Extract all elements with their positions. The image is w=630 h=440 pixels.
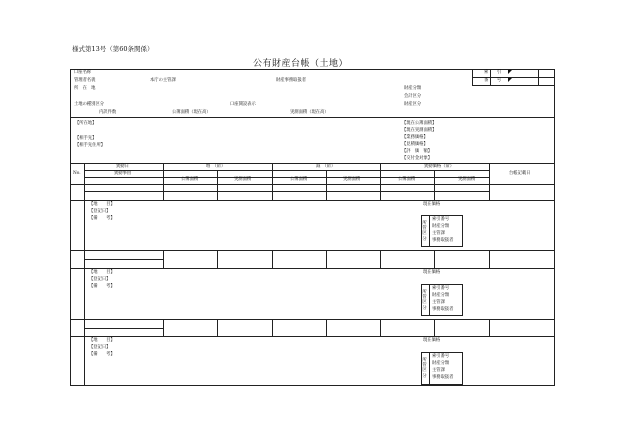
accounting-class-label: 会計区分 [404, 94, 422, 99]
column-line [434, 319, 435, 336]
index-label: 索 引 [484, 70, 502, 75]
column-line [489, 163, 490, 200]
corner-mark [508, 70, 512, 74]
finance-class-label: 財産分類 [432, 224, 450, 229]
column-line [272, 163, 273, 200]
actual-area-header: 実測面積 [343, 177, 361, 182]
finance-class-label: 財産分類 [404, 86, 422, 91]
official-area-header: 公簿面積 [290, 177, 308, 182]
column-line [380, 163, 381, 200]
row-line [70, 200, 555, 201]
column-line [380, 250, 381, 268]
acquirer-label: 【相手先】 [75, 136, 97, 141]
dept-vertical-label: 所管区分 [422, 358, 427, 379]
index-divider [472, 85, 555, 86]
main-dept-label: 本庁の主管課 [150, 78, 176, 83]
column-line [434, 170, 435, 200]
finance-admin-label: 財産事務取扱者 [276, 78, 307, 83]
column-line [326, 170, 327, 200]
remarks-label: 【備 考】 [89, 216, 115, 221]
row-line [84, 170, 489, 171]
land-class-label: 土地の種別区分 [74, 102, 105, 107]
current-use-label: 現在価格 [423, 202, 441, 207]
column-line [489, 319, 490, 336]
section-divider [70, 117, 555, 118]
form-number: 様式第13号（第60条関係） [72, 45, 154, 53]
remarks-label: 【備 考】 [89, 352, 115, 357]
property-name-label: 口座名称 [74, 70, 92, 75]
column-line [380, 319, 381, 336]
acquirer-address-label: 【相手先住所】 [75, 143, 106, 148]
change-reason-header: 異動事由 [114, 171, 132, 176]
official-area-header: 公簿面積 [181, 177, 199, 182]
actual-area-header: 実測面積 [234, 177, 252, 182]
column-line [217, 250, 218, 268]
remarks-label: 【備 考】 [89, 284, 115, 289]
right-item: 【交付金対象】 [402, 156, 433, 161]
column-line [163, 250, 164, 268]
index-number-label: 索引番号 [432, 217, 450, 222]
ground-label: 【地 目】 [89, 270, 115, 275]
increase-header: 増 （㎡） [206, 164, 226, 169]
dept-vertical-label: 所管区分 [422, 290, 427, 311]
location-note: 【所在地】 [75, 121, 97, 126]
ledger-date-header: 台帳記載日 [509, 171, 531, 176]
decrease-header: 減 （㎡） [316, 164, 336, 169]
row-line [70, 336, 555, 337]
record-divider [70, 319, 555, 320]
official-area-header: 公簿面積 [398, 177, 416, 182]
index-number-label: 索引番号 [432, 354, 450, 359]
right-item: 【評 価 額】 [402, 149, 433, 154]
finance-class-label: 財産分類 [432, 293, 450, 298]
row-line [84, 259, 163, 260]
column-line [272, 250, 273, 268]
change-date-header: 異動日 [116, 164, 129, 169]
dept-box-divider [429, 284, 430, 316]
row-line [84, 191, 489, 192]
ground-label: 【地 目】 [89, 202, 115, 207]
ground-label: 【地 目】 [89, 338, 115, 343]
dept-box-divider [429, 352, 430, 385]
column-line [434, 250, 435, 268]
dept-vertical-label: 所管区分 [422, 221, 427, 242]
corner-mark [508, 78, 512, 82]
no-column-line [84, 163, 85, 386]
row-line [84, 328, 163, 329]
change-value-header: 異動価格（㎡） [424, 164, 455, 169]
section-divider [70, 163, 555, 164]
main-dept-label: 主管課 [432, 300, 445, 305]
right-item: 【見積価格】 [402, 142, 428, 147]
column-line [217, 319, 218, 336]
main-dept-label: 主管課 [432, 231, 445, 236]
column-line [326, 250, 327, 268]
right-item: 【現在実測面積】 [402, 128, 437, 133]
official-area-label: 公簿面積（現在高） [172, 110, 211, 115]
dept-box-divider [429, 215, 430, 247]
right-item: 【業務価格】 [402, 135, 428, 140]
column-line [326, 319, 327, 336]
current-use-label: 現在価格 [423, 338, 441, 343]
main-dept-label: 主管課 [432, 368, 445, 373]
account-title-label: 口座開設表示 [230, 102, 256, 107]
column-line [163, 319, 164, 336]
location-label: 所 在 地 [74, 86, 96, 91]
record-divider [70, 250, 555, 251]
row-line [70, 184, 555, 185]
admin-label: 事務取扱者 [432, 238, 454, 243]
row-line [84, 177, 489, 178]
current-use-label: 現在価格 [423, 270, 441, 275]
registration-label: 【登記日】 [89, 277, 111, 282]
right-item: 【現在公簿面積】 [402, 121, 437, 126]
admin-label: 事務取扱者 [432, 375, 454, 380]
page-title: 公有財産台帳（土地） [253, 59, 349, 69]
registration-label: 【登記日】 [89, 209, 111, 214]
actual-area-label: 実測面積（現在高） [290, 110, 329, 115]
finance-class-label: 財産分類 [432, 361, 450, 366]
number-label: 番 号 [484, 78, 502, 83]
fund-class-label: 財産区分 [404, 102, 422, 107]
admin-label: 事務取扱者 [432, 307, 454, 312]
column-line [272, 319, 273, 336]
index-number-label: 索引番号 [432, 286, 450, 291]
actual-area-header: 実測面積 [458, 177, 476, 182]
row-line [70, 268, 555, 269]
registration-label: 【登記日】 [89, 345, 111, 350]
no-header: No. [73, 171, 81, 176]
manager-label: 管理者名義 [74, 78, 96, 83]
internal-works-label: 内訳件数 [99, 110, 117, 115]
column-line [489, 250, 490, 268]
column-line [163, 163, 164, 200]
column-line [217, 170, 218, 200]
